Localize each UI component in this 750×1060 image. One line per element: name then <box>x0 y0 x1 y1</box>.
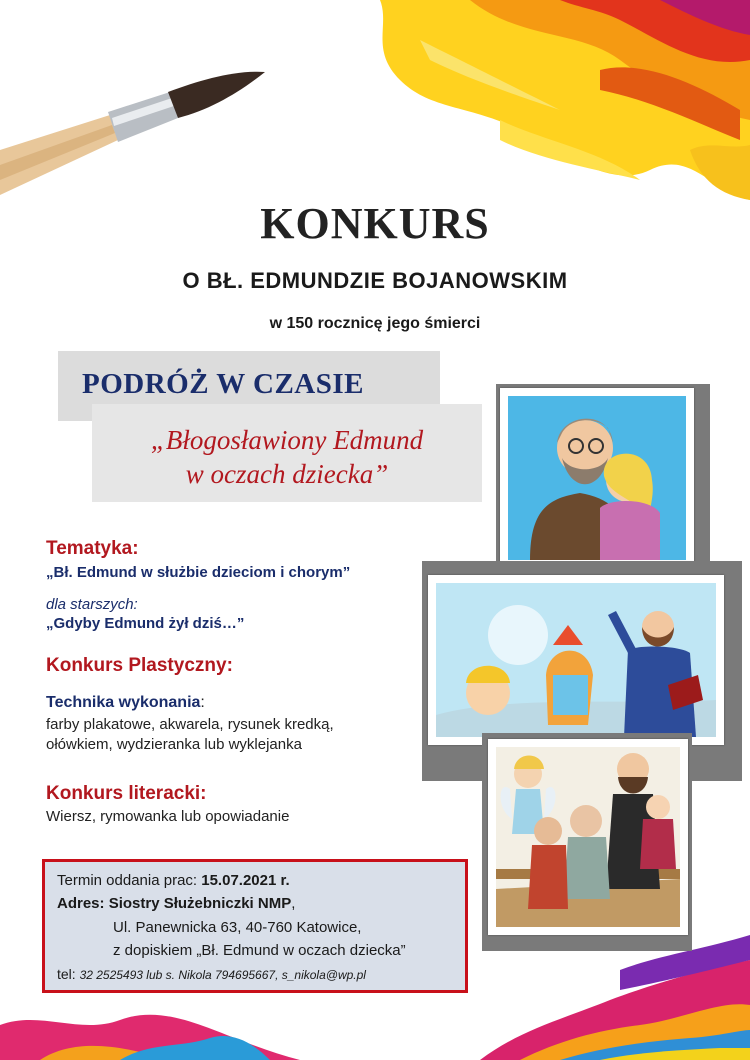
theme-quote <box>92 423 482 491</box>
tel-values: 32 2525493 lub s. Nikola 794695667, s_nikola@wp.pl <box>79 968 366 982</box>
deadline-date: 15.07.2021 r. <box>201 872 290 889</box>
contest-title: KONKURS <box>260 199 490 248</box>
topics-heading: Tematyka: <box>46 538 139 559</box>
paint-splash-header <box>0 0 750 200</box>
literary-forms: Wiersz, rymowanka lub opowiadanie <box>46 808 290 825</box>
tel-label: tel: <box>57 966 80 982</box>
technique-row <box>46 694 205 712</box>
contest-subtitle: O BŁ. EDMUNDZIE BOJANOWSKIM <box>182 268 568 293</box>
paintbrush-icon <box>0 72 265 195</box>
deadline-label: Termin oddania prac: <box>57 872 202 889</box>
illustration-edmund-with-girl <box>500 388 694 568</box>
address-label: Adres: <box>57 895 109 912</box>
technique-label: Technika wykonania <box>46 694 201 711</box>
literary-contest-heading: Konkurs literacki: <box>46 783 207 804</box>
tel-row <box>57 966 366 982</box>
theme-title: PODRÓŻ W CZASIE <box>82 368 364 400</box>
illustration-family-with-angel <box>488 739 688 935</box>
topic-main: „Bł. Edmund w służbie dzieciom i chorym” <box>46 564 351 581</box>
theme-quote-line2: w oczach dziecka” <box>185 459 389 489</box>
deadline-row <box>57 872 290 889</box>
address-org: Siostry Służebniczki NMP <box>108 895 292 912</box>
technique-line1: farby plakatowe, akwarela, rysunek kredką, <box>46 716 334 733</box>
street-address: Ul. Panewnicka 63, 40-760 Katowice, <box>113 919 362 936</box>
older-label: dla starszych: <box>46 596 138 613</box>
theme-quote-line1: „Błogosławiony Edmund <box>150 425 424 455</box>
address-row <box>57 895 295 912</box>
anniversary-line: w 150 rocznicę jego śmierci <box>269 315 481 332</box>
technique-colon: : <box>200 694 205 711</box>
art-contest-heading: Konkurs Plastyczny: <box>46 655 233 676</box>
note-line: z dopiskiem „Bł. Edmund w oczach dziecka” <box>113 942 406 959</box>
topic-older: „Gdyby Edmund żył dziś…” <box>46 615 245 632</box>
address-comma: , <box>291 895 296 912</box>
info-box <box>42 859 468 993</box>
illustration-edmund-with-child <box>428 575 724 745</box>
technique-line2: ołówkiem, wydzieranka lub wyklejanka <box>46 736 302 753</box>
